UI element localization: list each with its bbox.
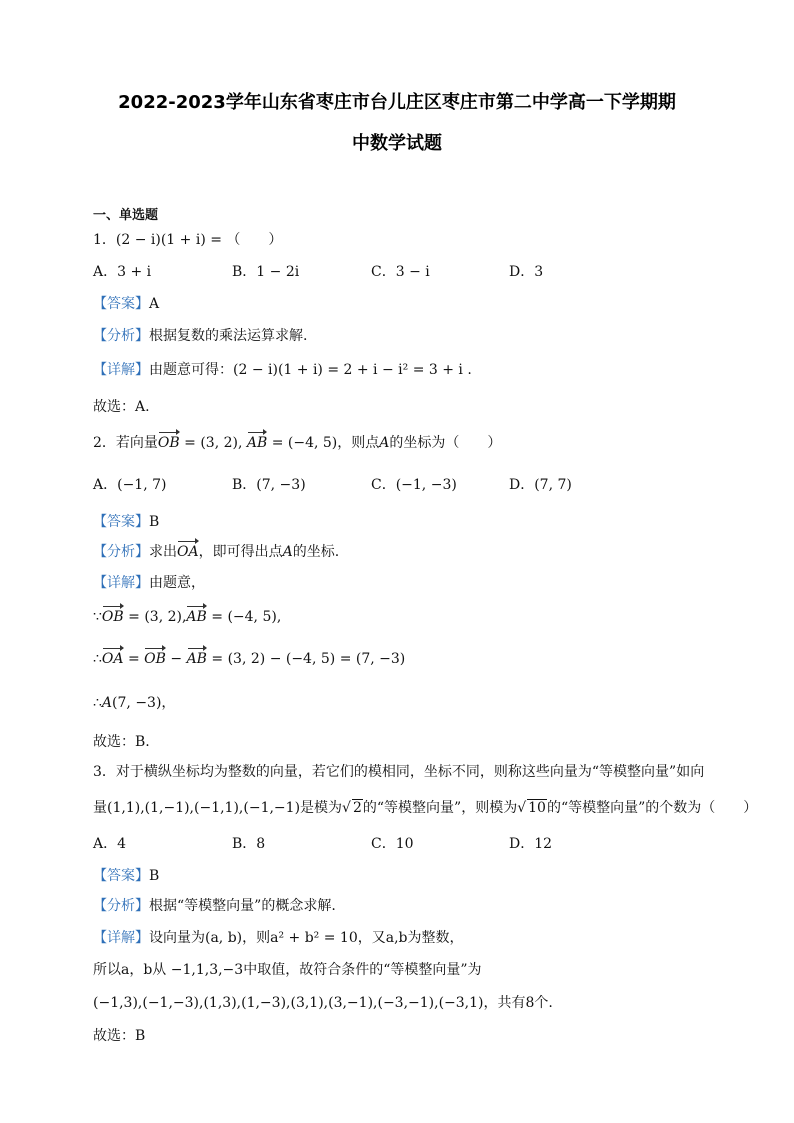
q2-answer-value: B bbox=[149, 514, 160, 530]
sqrt-2: 2 bbox=[352, 800, 362, 816]
q2-detail bbox=[93, 572, 205, 592]
q3-stem-part-c: 的“等模整向量”的个数为（ ） bbox=[546, 800, 758, 816]
detail-tag: 【详解】 bbox=[93, 575, 149, 591]
equals-sign: = bbox=[123, 651, 145, 667]
q2-answer bbox=[93, 511, 159, 531]
answer-tag: 【答案】 bbox=[93, 868, 149, 884]
q2-stem bbox=[93, 432, 501, 452]
analysis-tag: 【分析】 bbox=[93, 898, 149, 914]
analysis-tag: 【分析】 bbox=[93, 328, 149, 344]
answer-tag: 【答案】 bbox=[93, 296, 149, 312]
q2-given bbox=[93, 609, 281, 625]
q2-stem-tail: 的坐标为（ ） bbox=[389, 435, 502, 451]
vector-ab: AB bbox=[246, 435, 268, 451]
q3-detail-line-2: 所以a，b从 −1,1,3,−3中取值，故符合条件的“等模整向量”为 bbox=[93, 962, 482, 978]
q1-analysis bbox=[93, 325, 307, 345]
q1-answer-value: A bbox=[149, 296, 160, 312]
section-heading: 一、单选题 bbox=[93, 208, 159, 223]
q2-compute-oa bbox=[93, 651, 405, 667]
q2-stem-number: 2．若向量 bbox=[93, 435, 158, 451]
q3-stem-line-2: 量(1,1),(1,−1),(−1,1),(−1,−1)是模为√ 2的“等模整向量”，则模为√ 10的“等模整向量”的个数为（ ） bbox=[93, 800, 758, 816]
q3-stem-line-1: 3．对于横纵坐标均为整数的向量，若它们的模相同，坐标不同，则称这些向量为“等模整向量”如向 bbox=[93, 764, 705, 780]
q2-ab-value: = (−4, 5)，则点 bbox=[267, 435, 380, 451]
q3-detail-line-3: (−1,3),(−1,−3),(1,3),(1,−3),(3,1),(3,−1),(−3,−1),(−3,1)，共有8个. bbox=[93, 995, 553, 1011]
q1-option-a: A．3 + i bbox=[93, 264, 152, 280]
q2-ob-value: = (3, 2), bbox=[123, 609, 187, 625]
point-a: A bbox=[101, 695, 113, 711]
q3-answer bbox=[93, 865, 159, 885]
point-a: A bbox=[379, 435, 390, 451]
q1-option-d: D．3 bbox=[509, 264, 544, 280]
q2-ob-value: = (3, 2), bbox=[179, 435, 247, 451]
document-title-line-1: 2022-2023学年山东省枣庄市台儿庄区枣庄市第二中学高一下学期期 bbox=[118, 92, 676, 113]
q3-detail bbox=[93, 927, 464, 947]
q3-option-b: B．8 bbox=[232, 836, 266, 852]
q2-analysis-tail: 的坐标. bbox=[292, 544, 340, 560]
sqrt-10: 10 bbox=[528, 800, 546, 816]
q1-detail bbox=[93, 359, 472, 379]
q3-answer-value: B bbox=[149, 868, 160, 884]
q2-point-a-coords: (7, −3)， bbox=[112, 695, 176, 711]
point-a: A bbox=[282, 544, 293, 560]
q2-point-a-result bbox=[93, 692, 175, 712]
q3-stem-part-b: 的“等模整向量”，则模为 bbox=[362, 800, 518, 816]
therefore-symbol: ∴ bbox=[93, 651, 102, 667]
q2-option-d: D．(7, 7) bbox=[509, 477, 572, 493]
q3-detail-text: 设向量为(a, b)，则a² + b² = 10，又a,b为整数， bbox=[149, 930, 464, 946]
q1-answer bbox=[93, 293, 159, 313]
q2-conclusion: 故选：B. bbox=[93, 734, 150, 750]
q2-option-c: C．(−1, −3) bbox=[371, 477, 457, 493]
vector-ob: OB bbox=[157, 435, 180, 451]
vector-ab: AB bbox=[186, 651, 207, 667]
q1-analysis-text: 根据复数的乘法运算求解. bbox=[149, 328, 308, 344]
q2-option-a: A．(−1, 7) bbox=[93, 477, 167, 493]
q1-option-b: B．1 − 2i bbox=[232, 264, 300, 280]
q2-option-b: B．(7, −3) bbox=[232, 477, 306, 493]
q2-analysis-mid: ，即可得出点 bbox=[198, 544, 283, 560]
q3-option-a: A．4 bbox=[93, 836, 127, 852]
minus-sign: − bbox=[165, 651, 187, 667]
vector-ob: OB bbox=[101, 609, 124, 625]
vector-oa: OA bbox=[177, 544, 199, 560]
detail-tag: 【详解】 bbox=[93, 362, 149, 378]
detail-tag: 【详解】 bbox=[93, 930, 149, 946]
q3-conclusion: 故选：B bbox=[93, 1028, 146, 1044]
therefore-symbol: ∴ bbox=[93, 695, 102, 711]
answer-tag: 【答案】 bbox=[93, 514, 149, 530]
q3-analysis bbox=[93, 895, 336, 915]
q3-analysis-text: 根据“等模整向量”的概念求解. bbox=[149, 898, 336, 914]
analysis-tag: 【分析】 bbox=[93, 544, 149, 560]
q2-ab-value: = (−4, 5), bbox=[206, 609, 282, 625]
q1-option-c: C．3 − i bbox=[371, 264, 430, 280]
document-title-line-2: 中数学试题 bbox=[352, 133, 442, 154]
q3-option-d: D．12 bbox=[509, 836, 553, 852]
q1-detail-text: 由题意可得：(2 − i)(1 + i) = 2 + i − i² = 3 + i . bbox=[149, 362, 472, 378]
q1-conclusion: 故选：A. bbox=[93, 399, 150, 415]
because-symbol: ∵ bbox=[93, 609, 102, 625]
q2-detail-text: 由题意， bbox=[149, 575, 205, 591]
q3-option-c: C．10 bbox=[371, 836, 414, 852]
q2-oa-result: = (3, 2) − (−4, 5) = (7, −3) bbox=[206, 651, 406, 667]
vector-ab: AB bbox=[186, 609, 207, 625]
vector-ob: OB bbox=[144, 651, 166, 667]
q2-analysis-pre: 求出 bbox=[149, 544, 177, 560]
q1-stem: 1．(2 − i)(1 + i) = （ ） bbox=[93, 232, 283, 248]
vector-oa: OA bbox=[101, 651, 124, 667]
q2-analysis bbox=[93, 541, 339, 561]
q3-stem-part-a: 量(1,1),(1,−1),(−1,1),(−1,−1)是模为 bbox=[93, 800, 343, 816]
